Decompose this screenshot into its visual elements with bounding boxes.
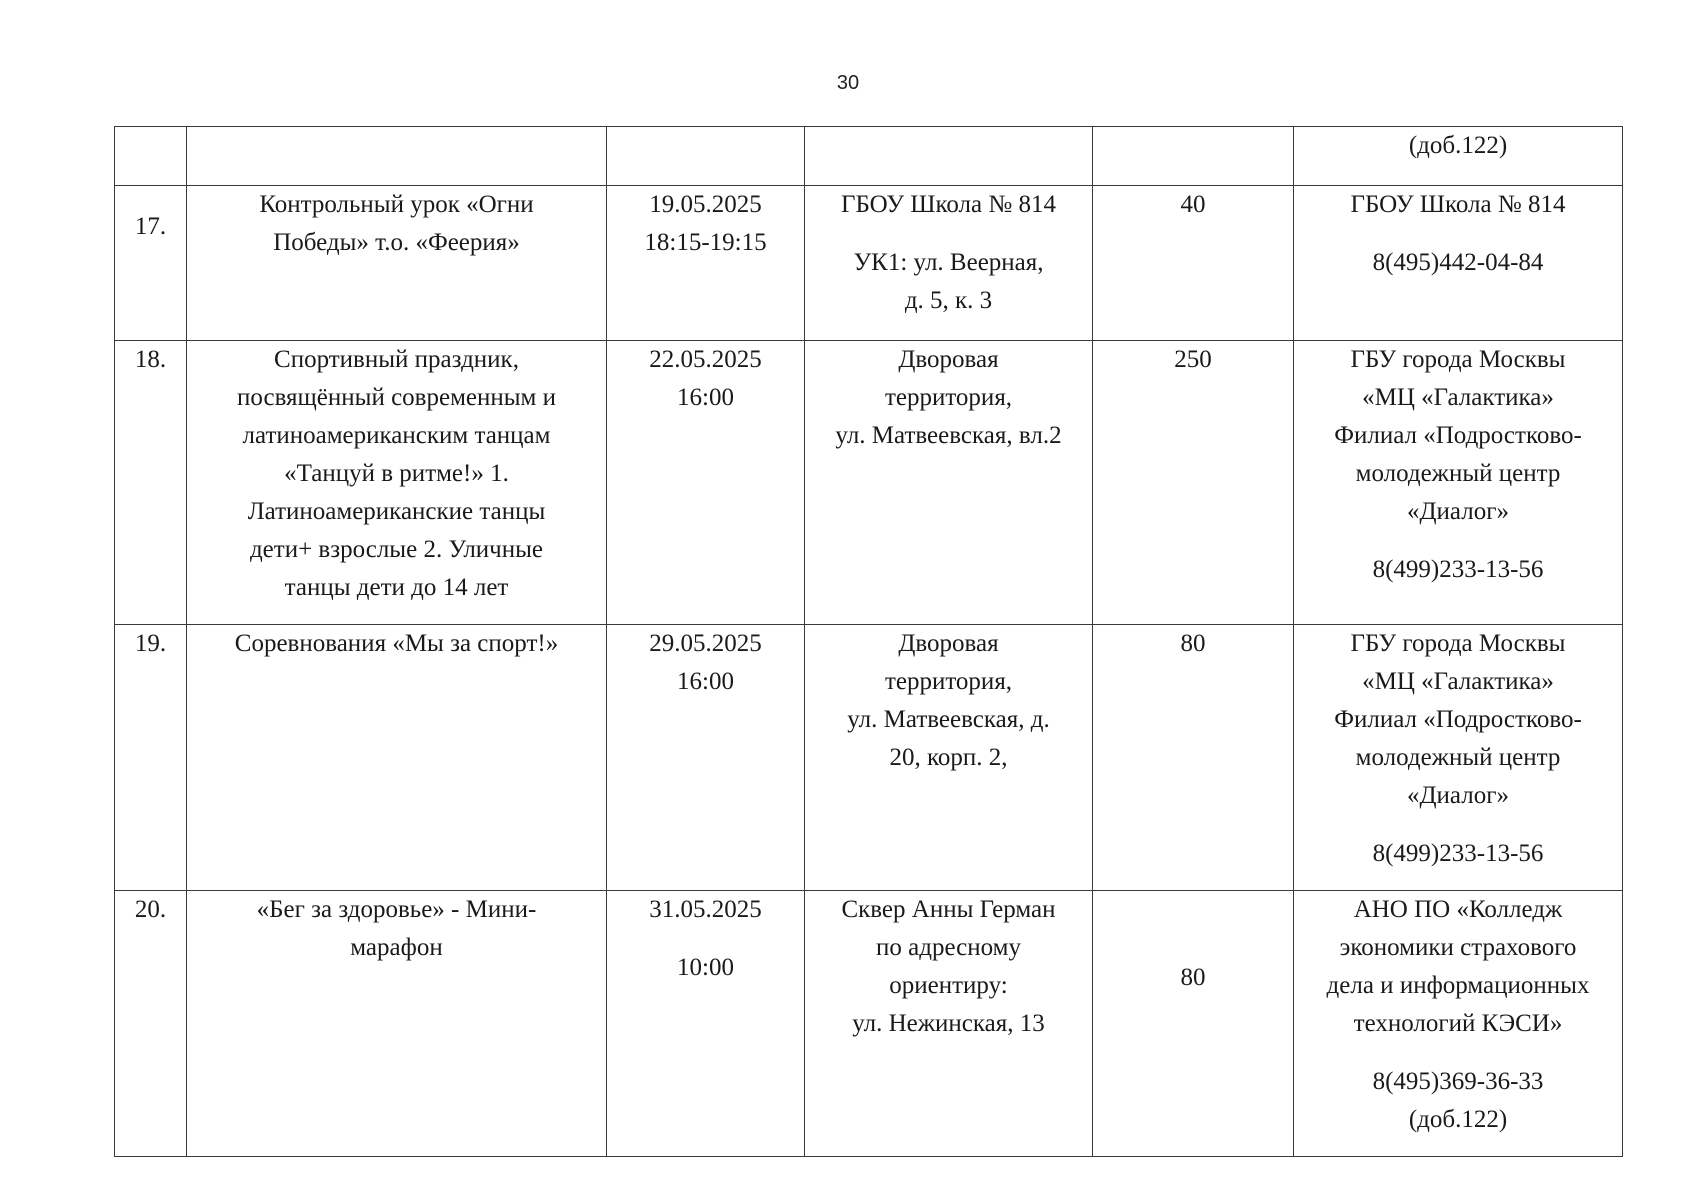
row-number: 18. bbox=[115, 341, 187, 625]
venue-line: по адресному bbox=[876, 934, 1021, 961]
event-line: «Бег за здоровье» - Мини- bbox=[256, 896, 537, 923]
table-row bbox=[115, 186, 1623, 341]
event-name bbox=[187, 625, 607, 891]
table-row bbox=[115, 891, 1623, 1157]
organizer-phone: 8(495)369-36-33 bbox=[1372, 1068, 1544, 1095]
event-time: 18:15-19:15 bbox=[644, 229, 767, 256]
event-venue bbox=[805, 186, 1093, 341]
event-line: дети+ взрослые 2. Уличные bbox=[249, 536, 544, 563]
event-line: латиноамериканским танцам bbox=[242, 422, 551, 449]
participants-count: 250 bbox=[1093, 341, 1294, 625]
cell-num bbox=[115, 127, 187, 186]
venue-line: д. 5, к. 3 bbox=[904, 287, 993, 314]
event-line: Соревнования «Мы за спорт!» bbox=[234, 630, 559, 657]
row-number: 19. bbox=[115, 625, 187, 891]
event-organizer bbox=[1294, 186, 1623, 341]
event-date: 22.05.2025 bbox=[649, 346, 762, 373]
organizer-line: «Диалог» bbox=[1407, 782, 1509, 809]
event-organizer bbox=[1294, 891, 1623, 1157]
event-line: Контрольный урок «Огни bbox=[259, 191, 534, 218]
event-line: танцы дети до 14 лет bbox=[284, 574, 509, 601]
event-datetime bbox=[607, 891, 805, 1157]
organizer-line: экономики страхового bbox=[1339, 934, 1577, 961]
venue-line: УК1: ул. Веерная, bbox=[853, 249, 1044, 276]
event-venue bbox=[805, 891, 1093, 1157]
contact-extension: (доб.122) bbox=[1408, 132, 1508, 159]
event-time: 16:00 bbox=[677, 668, 734, 695]
page-number: 30 bbox=[836, 72, 860, 94]
event-datetime bbox=[607, 186, 805, 341]
organizer-line: АНО ПО «Колледж bbox=[1353, 896, 1563, 923]
organizer-phone-extension: (доб.122) bbox=[1408, 1106, 1508, 1133]
venue-line: 20, корп. 2, bbox=[889, 744, 1008, 771]
event-line: марафон bbox=[350, 934, 443, 961]
organizer-phone: 8(499)233-13-56 bbox=[1372, 556, 1544, 583]
event-name bbox=[187, 341, 607, 625]
event-organizer bbox=[1294, 341, 1623, 625]
event-line: Латиноамериканские танцы bbox=[247, 498, 546, 525]
event-line: «Танцуй в ритме!» 1. bbox=[284, 460, 509, 487]
participants-count: 40 bbox=[1093, 186, 1294, 341]
participants-count: 80 bbox=[1093, 891, 1294, 1157]
organizer-line: дела и информационных bbox=[1326, 972, 1590, 999]
venue-line: ул. Нежинская, 13 bbox=[852, 1010, 1045, 1037]
organizer-line: «Диалог» bbox=[1407, 498, 1509, 525]
event-organizer bbox=[1294, 625, 1623, 891]
event-name bbox=[187, 186, 607, 341]
event-datetime bbox=[607, 625, 805, 891]
event-venue bbox=[805, 341, 1093, 625]
venue-line: территория, bbox=[884, 668, 1013, 695]
event-line: Победы» т.о. «Феерия» bbox=[273, 229, 520, 256]
event-time: 10:00 bbox=[677, 954, 734, 981]
organizer-line: Филиал «Подростково- bbox=[1334, 706, 1582, 733]
venue-line: ориентиру: bbox=[889, 972, 1008, 999]
event-line: посвящённый современным и bbox=[236, 384, 557, 411]
cell-venue bbox=[805, 127, 1093, 186]
cell-event bbox=[187, 127, 607, 186]
organizer-line: молодежный центр bbox=[1355, 460, 1561, 487]
event-date: 31.05.2025 bbox=[649, 896, 762, 923]
organizer-phone: 8(495)442-04-84 bbox=[1372, 249, 1544, 276]
cell-participants bbox=[1093, 127, 1294, 186]
table-row bbox=[115, 341, 1623, 625]
venue-line: ул. Матвеевская, д. bbox=[847, 706, 1050, 733]
row-number: 20. bbox=[115, 891, 187, 1157]
venue-line: ул. Матвеевская, вл.2 bbox=[835, 422, 1062, 449]
table-row bbox=[115, 625, 1623, 891]
venue-line: территория, bbox=[884, 384, 1013, 411]
event-date: 19.05.2025 bbox=[649, 191, 762, 218]
organizer-line: технологий КЭСИ» bbox=[1353, 1010, 1563, 1037]
venue-line: Дворовая bbox=[898, 630, 999, 657]
event-line: Спортивный праздник, bbox=[274, 346, 519, 373]
venue-line: Сквер Анны Герман bbox=[841, 896, 1056, 923]
table-row-continuation bbox=[115, 127, 1623, 186]
event-date: 29.05.2025 bbox=[649, 630, 762, 657]
event-time: 16:00 bbox=[677, 384, 734, 411]
organizer-line: Филиал «Подростково- bbox=[1334, 422, 1582, 449]
cell-organizer bbox=[1294, 127, 1623, 186]
organizer-phone: 8(499)233-13-56 bbox=[1372, 840, 1544, 867]
event-datetime bbox=[607, 341, 805, 625]
events-table bbox=[114, 126, 1623, 1157]
event-name bbox=[187, 891, 607, 1157]
organizer-line: «МЦ «Галактика» bbox=[1362, 384, 1554, 411]
row-number: 17. bbox=[115, 186, 187, 341]
organizer-line: ГБУ города Москвы bbox=[1350, 630, 1566, 657]
organizer-line: ГБУ города Москвы bbox=[1350, 346, 1566, 373]
cell-datetime bbox=[607, 127, 805, 186]
venue-name: ГБОУ Школа № 814 bbox=[841, 191, 1056, 218]
event-venue bbox=[805, 625, 1093, 891]
organizer-line: ГБОУ Школа № 814 bbox=[1350, 191, 1566, 218]
organizer-line: «МЦ «Галактика» bbox=[1362, 668, 1554, 695]
venue-line: Дворовая bbox=[898, 346, 999, 373]
participants-count: 80 bbox=[1093, 625, 1294, 891]
organizer-line: молодежный центр bbox=[1355, 744, 1561, 771]
